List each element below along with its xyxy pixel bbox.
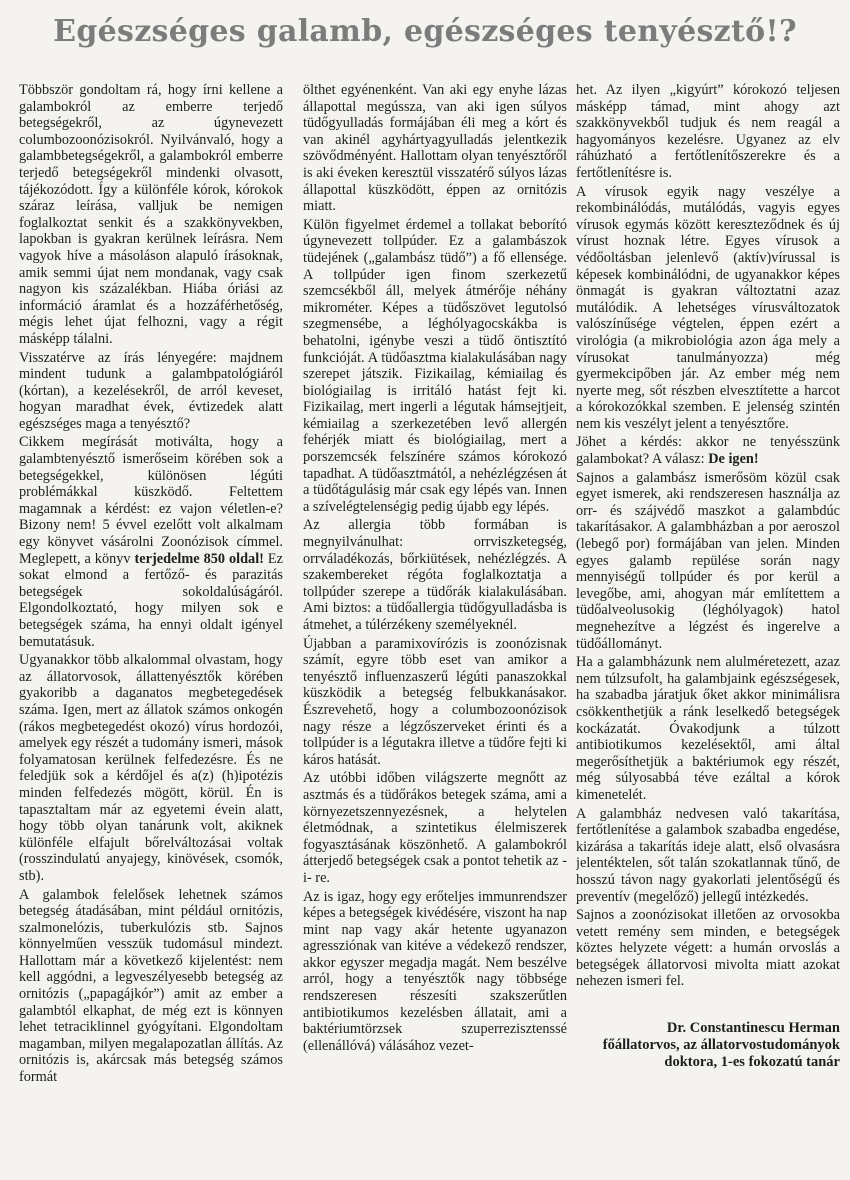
paragraph: het. Az ilyen „kigyúrt” kórokozó teljesen másképp támad, mint ahogy azt szakkönyvekből tudjuk és nem reagál a hagyományos kezelésre. Ugyanez az elv ráhúzható a fertőtlenítőszerekre és a fertőtlenítésre is. <box>576 82 840 181</box>
author-name: Dr. Constantinescu Herman <box>666 1020 840 1037</box>
paragraph: Ugyanakkor több alkalommal olvastam, hogy az állatorvosok, állattenyésztők körében gyakoribb a daganatos megbetegedések száma. Igen, mert az állatok számos onkogén (rákos megbetegedést okozó) vírus hordozói, amelyek egy részét a tudomány ismeri, mások folyamatosan kerülnek felfedezésre. És ne feledjük sok a kérdőjel és a(z) (h)ipotézis minden felfedezés mögött, körül. Én is tapasztaltam már az egyetemi évein alatt, hogy több olyan tanárunk volt, akiknek különféle elfajult bőrelváltozásai voltak (rosszindulatú anyajegy, kinövések, csomók, stb). <box>19 652 283 884</box>
bold-emphasis: terjedelme 850 oldal! <box>134 550 264 567</box>
paragraph: Külön figyelmet érdemel a tollakat beborító úgynevezett tollpúder. Ez a galambászok tüdejének („galambász tüdő”) a fő ellensége. A tollpúder igen finom szerkezetű szemcsékből áll, melyek átmérője néhány mikrométer. Képes a tüdőszövet legutolsó szegmensébe, a léghólyagocskákba is behatolni, igénybe veszi a tüdő öntisztító funkcióját. A tüdőasztma kialakulásában nagy szerepet játszik. Fizikailag, kémiailag és biológiailag is irritáló hatást fejt ki. Fizikailag, mert ingerli a légutak hámsejtjeit, kémiailag a szerkezetében levő allergén fehérjék miatt és biológiailag, mert a porszemcsék felszínére számos kórokozó tapadhat. A tüdőasztmától, a nehézlégzésen át a tüdőtágulásig már csak egy lépés van. Innen a szívelégtelenségig pedig újabb egy lépés. <box>303 216 567 515</box>
paragraph: Az utóbbi időben világszerte megnőtt az asztmás és a tüdőrákos betegek száma, ami a környezetszennyezésnek, a helytelen életmódnak, a szintetikus élelmiszerek fogyasztásának köszönhető. A galambokról átterjedő betegségek csak a pontot tehetik az -i- re. <box>303 770 567 886</box>
paragraph: A vírusok egyik nagy veszélye a rekombinálódás, mutálódás, vagyis egyes vírusok egymás között kereszteződnek és új vírust hoznak létre. Egyes vírusok a védőoltásban jelenlevő (aktív)vírussal is képesek kombinálódni, de ugyanakkor képes önmagát is gyakran változtatni azaz mutálódik. A lehetséges vírusváltozatok valószínűsége végtelen, éppen ezért a virológia (a mikrobiológia azon ága mely a vírusokat tanulmányozza) még gyermekcipőben jár. Az ember még nem nyerte meg, sőt részben elvesztítette a harcot a kórokozókkal szemben. E jelenség szintén nem kis veszélyt jelent a tenyésztőre. <box>576 183 840 432</box>
column-3-paragraphs <box>576 82 840 990</box>
paragraph: Újabban a paramixovírózis is zoonózisnak számít, egyre több eset van amikor a tenyésztő influenzaszerű légúti panaszokkal küszködik a betegség felbukkanásakor. Észrevehető, hogy a columbozoonózisok nagy része a légzőszerveket érinti és a tollpúder is a légutakra illetve a tüdőre fejti ki káros hatását. <box>303 635 567 768</box>
author-title-line-2: doktora, 1-es fokozatú tanár <box>664 1054 840 1071</box>
paragraph: Többször gondoltam rá, hogy írni kellene a galambokról az emberre terjedő betegségekről, az úgynevezett columbozoonózisokról. Nyilvánvaló, hogy a galambbetegségekről, a galambokról emberre terjedő betegségekről mindenki olvasott, tájékozódott. Így a különféle kórok, kórokok száraz leírása, valljuk be nemigen foglalkoztat senkit és a szakkönyvekben, lapokban is gyakran kerülnek leírásra. Nem vagyok híve a másoláson alapuló írásoknak, amik semmi újat nem mondanak, vagy csak nagyon kis százalékban. Hiába óriási az információ áramlat és a hozzáférhetőség, mégis lehet újat felhozni, vagy a régit másképp tálalni. <box>19 82 283 347</box>
paragraph: Sajnos a galambász ismerősöm közül csak egyet ismerek, aki rendszeresen használja az orr- és szájvédő maszkot a galambdúc takarításakor. A galambházban a por aeroszol (lebegő por) formájában van jelen. Minden egyes galamb repülése során nagy mennyiségű tollpúder és por kerül a levegőbe, ami, ahogyan már említettem a tüdőalveolusokig (léghólyagok) hatol megnehezítve a légzést és ingerelve a tüdőállományt. <box>576 469 840 652</box>
paragraph: Az is igaz, hogy egy erőteljes immunrendszer képes a betegségek kivédésére, viszont ha nap mint nap vagy akár hetente ugyanazon agressziónak van kitéve a védekező rendszer, akkor egyszer megadja magát. Nem beszélve arról, hogy a tenyésztők nagy többsége rendszeresen részesíti szakszerűtlen antibiotikumos kezelésben állatait, ami a baktériumtörzsek szuperrezisztenssé (ellenállóvá) válásához vezet- <box>303 888 567 1054</box>
paragraph: A galambok felelősek lehetnek számos betegség átadásában, mint például ornitózis, szalmonelózis, tuberkulózis stb. Sajnos könnyelműen vesszük tudomásul mindezt. Hallottam már a következő kijelentést: nem kell aggódni, a legveszélyesebb betegség az ornitózis („papagájkór”) amit az ember a galambtól elkaphat, de még ezt is könnyen lehet tetraciklinnel gyógyítani. Elgondoltam magamban, milyen megalapozatlan állítás. Az ornitózis is, akárcsak más betegség számos formát <box>19 886 283 1086</box>
paragraph: Sajnos a zoonózisokat illetően az orvosokba vetett remény sem minden, e betegségek köztes helyzete végett: a humán orvoslás a betegségek állatorvosi mivolta miatt azokat nehezen ismeri fel. <box>576 907 840 990</box>
text-column-2 <box>303 82 567 1172</box>
author-title-line-1: főállatorvos, az állatorvostudományok <box>602 1037 840 1054</box>
paragraph: A galambház nedvesen való takarítása, fertőtlenítése a galambok szabadba engedése, kizárása a takarítás ideje alatt, első olvasásra jelentéktelen, sőt talán szokatlannak tűnő, de hosszú távon nagy gyakorlati jelentőségű és preventív (megelőző) jellegű intézkedés. <box>576 805 840 905</box>
bold-emphasis: De igen! <box>708 451 759 468</box>
paragraph: Az allergia több formában is megnyilvánulhat: orrviszketegség, orrváladékozás, bőrkiütések, nehézlégzés. A szakembereket régóta foglalkoztatja a tollpúder szerepe a tüdőrák kialakulásában. Ami biztos: a tüdőallergia tüdőgyulladásba is átmehet, a túlérzékeny személyeknél. <box>303 517 567 633</box>
paragraph: Ha a galambházunk nem alulméretezett, azaz nem túlzsufolt, ha galambjaink egészségesek, ha szabadba járatjuk őket akkor minimálisra csökkenthetjük a ránk leselkedő betegségek kockázatát. Óvakodjunk a túlzott antibiotikumos kezelésektől, ami által megerősíthetjük a baktériumok egy részét, még súlyosabbá téve ezáltal a kórok kimenetelét. <box>576 654 840 803</box>
text-column-3 <box>576 82 840 1172</box>
paragraph: Cikkem megírását motiválta, hogy a galambtenyésztő ismerőseim körében sok a betegségekkel, különösen légúti problémákkal küszködő. Feltettem magamnak a kérdést: ez vajon véletlen-e? Bizony nem! 5 évvel ezelőtt volt alkalmam egy könyvet vásárolni Zoonózisok címmel. Meglepett, a könyv terjedelme 850 oldal! Ez sokat elmond a fertőző- és parazitás betegségek sokoldalúságáról. Elgondolkoztató, hogy milyen sok e betegségek száma, ha ennyi oldalt igényel bemutatásuk. <box>19 434 283 650</box>
paragraph: Jöhet a kérdés: akkor ne tenyésszünk galambokat? A válasz: De igen! <box>576 434 840 468</box>
paragraph: Visszatérve az írás lényegére: majdnem mindent tudunk a galambpatológiáról (kórtan), a kezelésekről, de arról keveset, hogyan maradhat évek, évtizedek alatt egészséges maga a tenyésztő? <box>19 349 283 432</box>
text-column-1 <box>19 82 283 1172</box>
article-title: Egészséges galamb, egészséges tenyésztő!? <box>53 14 797 49</box>
paragraph: ölthet egyénenként. Van aki egy enyhe lázas állapottal megússza, van aki igen súlyos tüdőgyulladás formájában éli meg a kórt és van akinél agyhártyagyulladás jelentkezik szövődményént. Hallottam olyan tenyésztőről is aki éveken keresztül visszatérő súlyos lázas állapottal küszködött, éppen az ornitózis miatt. <box>303 82 567 215</box>
author-signature <box>576 1020 840 1071</box>
